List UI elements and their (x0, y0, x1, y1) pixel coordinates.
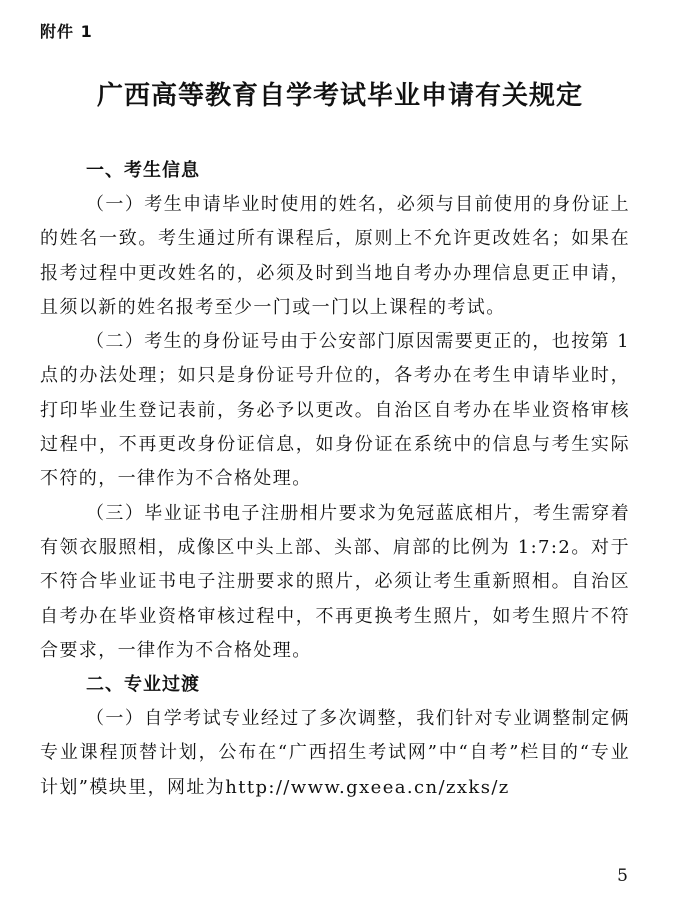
paragraph-name-rules: （一）考生申请毕业时使用的姓名，必须与目前使用的身份证上的姓名一致。考生通过所有课程后，原则上不允许更改姓名；如果在报考过程中更改姓名的，必须及时到当地自考办办理信息更正申请，且须以新的姓名报考至少一门或一门以上课程的考试。 (40, 194, 630, 318)
paragraph-major-adjustment: （一）自学考试专业经过了多次调整，我们针对专业调整制定俩专业课程顶替计划，公布在“广西招生考试网”中“自考”栏目的“专业计划”模块里，网址为http://www.gxeea.cn/zxks/z (40, 708, 630, 798)
paragraph-photo-rules: （三）毕业证书电子注册相片要求为免冠蓝底相片，考生需穿着有领衣服照相，成像区中头上部、头部、肩部的比例为 1:7:2。对于不符合毕业证书电子注册要求的照片，必须让考生重新照相。自治区自考办在毕业资格审核过程中，不再更换考生照片，如考生照片不符合要求，一律作为不合格处理。 (40, 502, 630, 661)
section-heading-student-info: 一、考生信息 (86, 160, 200, 181)
document-title: 广西高等教育自学考试毕业申请有关规定 (96, 81, 583, 111)
section-heading-major-transition: 二、专业过渡 (86, 674, 200, 696)
document-body (40, 154, 630, 805)
attachment-label: 附件 1 (40, 22, 93, 41)
paragraph-id-number-rules: （二）考生的身份证号由于公安部门原因需要更正的，也按第 1 点的办法处理；如只是身份证号升位的，各考办在考生申请毕业时，打印毕业生登记表前，务必予以更改。自治区自考办在毕业资格审核过程中，不再更改身份证信息，如身份证在系统中的信息与考生实际不符的，一律作为不合格处理。 (40, 331, 630, 490)
page-number: 5 (617, 866, 628, 886)
